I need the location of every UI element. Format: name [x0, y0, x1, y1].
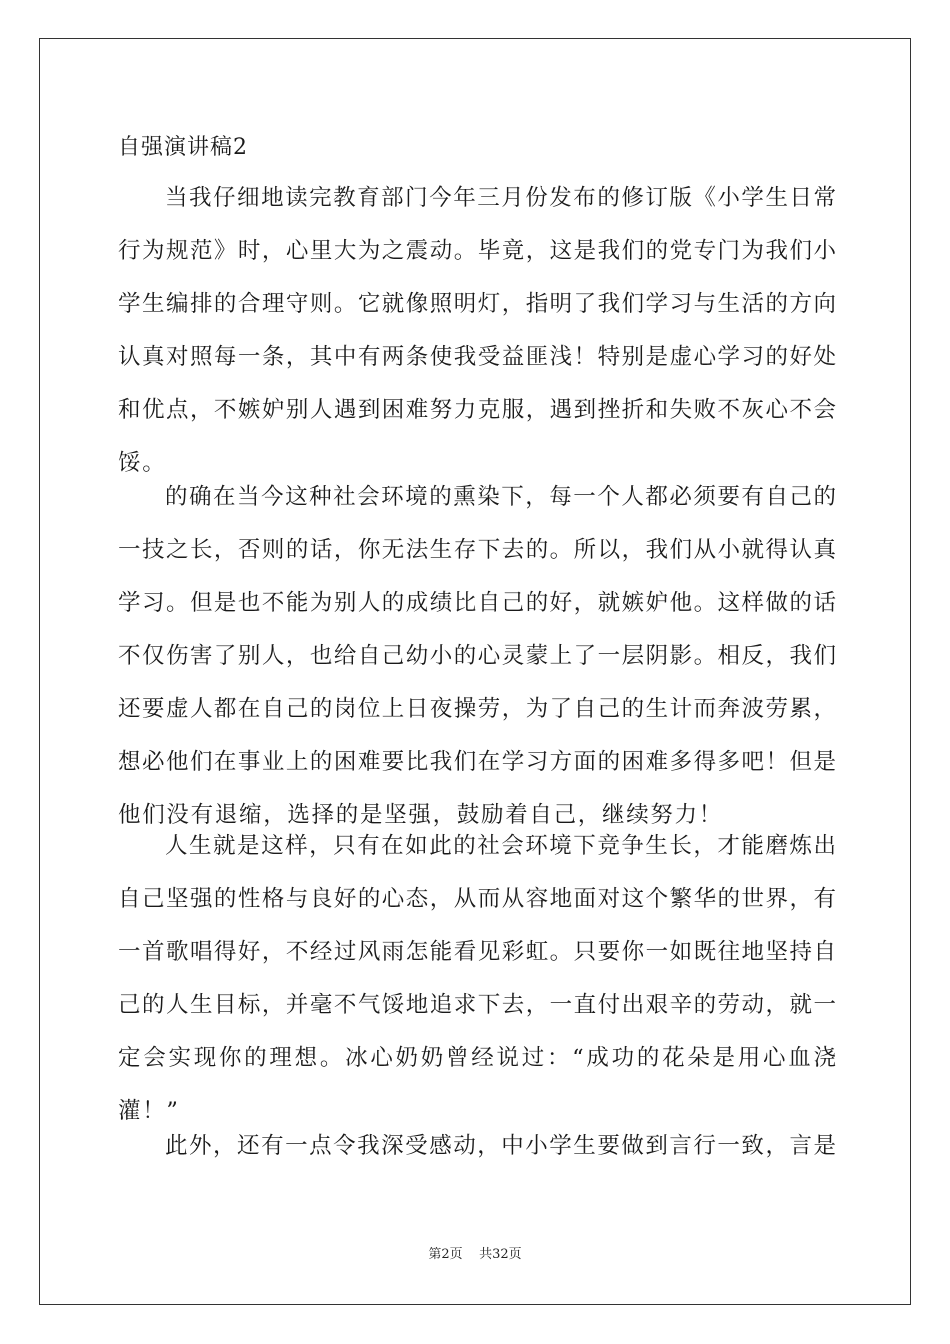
page-number: 第2页	[428, 1247, 463, 1262]
text-line: 灌！”	[118, 1098, 180, 1124]
text-line: 还要虚人都在自己的岗位上日夜操劳，为了自己的生计而奔波劳累，	[118, 696, 836, 722]
text-line: 一技之长，否则的话，你无法生存下去的。所以，我们从小就得认真	[118, 537, 836, 563]
text-line: 想必他们在事业上的困难要比我们在学习方面的困难多得多吧！但是	[118, 749, 836, 775]
text-line: 不仅伤害了别人，也给自己幼小的心灵蒙上了一层阴影。相反，我们	[118, 643, 836, 669]
paragraph-4	[118, 1120, 836, 1173]
text-line: 的确在当今这种社会环境的熏染下，每一个人都必须要有自己的	[165, 484, 836, 510]
text-line: 一首歌唱得好，不经过风雨怎能看见彩虹。只要你一如既往地坚持自	[118, 939, 836, 965]
text-line: 认真对照每一条，其中有两条使我受益匪浅！特别是虚心学习的好处	[118, 344, 836, 370]
text-line: 当我仔细地读完教育部门今年三月份发布的修订版《小学生日常	[165, 185, 836, 211]
text-line: 定会实现你的理想。冰心奶奶曾经说过：“成功的花朵是用心血浇	[118, 1045, 836, 1071]
text-line: 馁。	[118, 450, 167, 476]
page-footer	[0, 1245, 950, 1265]
text-line: 此外，还有一点令我深受感动，中小学生要做到言行一致，言是	[165, 1133, 836, 1159]
text-line: 行为规范》时，心里大为之震动。毕竟，这是我们的党专门为我们小	[118, 238, 836, 264]
page-total: 共32页	[479, 1247, 522, 1262]
text-line: 自己坚强的性格与良好的心态，从而从容地面对这个繁华的世界，有	[118, 886, 836, 912]
text-line: 学习。但是也不能为别人的成绩比自己的好，就嫉妒他。这样做的话	[118, 590, 836, 616]
text-line: 他们没有退缩，选择的是坚强，鼓励着自己，继续努力！	[118, 802, 724, 828]
text-line: 和优点，不嫉妒别人遇到困难努力克服，遇到挫折和失败不灰心不会	[118, 397, 836, 423]
paragraph-2	[118, 471, 836, 842]
text-line: 学生编排的合理守则。它就像照明灯，指明了我们学习与生活的方向	[118, 291, 836, 317]
paragraph-1	[118, 172, 836, 490]
text-line: 己的人生目标，并毫不气馁地追求下去，一直付出艰辛的劳动，就一	[118, 992, 836, 1018]
text-line: 人生就是这样，只有在如此的社会环境下竞争生长，才能磨炼出	[165, 833, 836, 859]
document-title: 自强演讲稿2	[118, 135, 248, 160]
paragraph-3	[118, 820, 836, 1138]
